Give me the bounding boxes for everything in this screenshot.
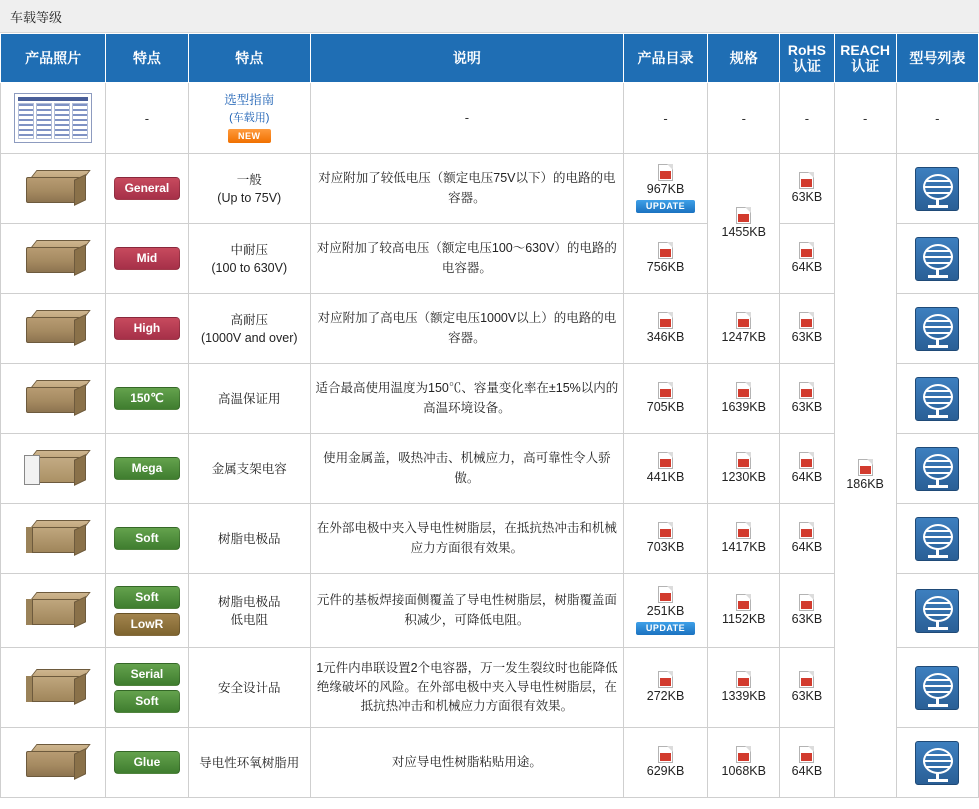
chip-resin-electrode <box>26 527 33 553</box>
file-size: 63KB <box>791 399 823 414</box>
cell-description: 适合最高使用温度为150℃、容量变化率在±15%以内的高温环境设备。 <box>310 364 623 434</box>
table-row <box>1 574 979 648</box>
chip-body <box>26 676 80 702</box>
feature-text-line2: (Up to 75V) <box>217 190 282 205</box>
feature-badge: Mid <box>114 247 180 270</box>
cell-feature-1 <box>106 574 188 648</box>
cell-model-list <box>896 434 978 504</box>
cell-description <box>310 83 623 154</box>
header-rohs-line1: RoHS <box>787 42 826 58</box>
rohs-pdf-link[interactable] <box>792 452 823 486</box>
cell-rohs <box>780 574 834 648</box>
file-size: 1068KB <box>721 763 766 778</box>
globe-shape <box>923 244 953 270</box>
feature-badge: Soft <box>114 527 180 550</box>
chip-resin-electrode <box>26 676 33 702</box>
stand-base <box>928 205 948 208</box>
chip-capacitor-image <box>20 517 86 561</box>
empty-dash: - <box>862 110 868 126</box>
rohs-pdf-link[interactable] <box>792 671 823 705</box>
model-list-icon[interactable] <box>915 237 959 281</box>
cell-model-list <box>896 574 978 648</box>
file-size: 1152KB <box>721 611 766 626</box>
globe-shape <box>923 748 953 774</box>
cell-spec <box>708 728 780 798</box>
globe-shape <box>923 524 953 550</box>
chip-side-face <box>74 524 86 556</box>
thumbnail-column <box>72 103 88 139</box>
feature-badge: Serial <box>114 663 180 686</box>
header-feature-2: 特点 <box>188 34 310 83</box>
cell-description: 在外部电极中夹入导电性树脂层，在抵抗热冲击和机械应力方面很有效果。 <box>310 504 623 574</box>
page-title: 车载等级 <box>10 9 63 25</box>
chip-body <box>26 751 80 777</box>
feature-badge: General <box>114 177 180 200</box>
cell-catalog <box>623 154 707 224</box>
file-size: 629KB <box>646 763 685 778</box>
chip-capacitor-image <box>20 237 86 281</box>
thumbnail-columns <box>18 103 88 139</box>
cell-product-photo <box>1 224 106 294</box>
cell-rohs <box>780 83 834 154</box>
cell-model-list <box>896 224 978 294</box>
cell-product-photo <box>1 434 106 504</box>
model-list-icon[interactable] <box>915 666 959 710</box>
cell-catalog <box>623 364 707 434</box>
chip-side-face <box>74 596 86 628</box>
cell-feature-1 <box>106 224 188 294</box>
catalog-pdf-link[interactable] <box>647 746 685 780</box>
selection-guide-thumbnail-image <box>14 93 92 143</box>
file-size: 63KB <box>791 329 823 344</box>
pdf-icon <box>799 746 814 763</box>
cell-model-list <box>896 83 978 154</box>
spec-pdf-link[interactable] <box>722 312 766 346</box>
cell-feature-2 <box>188 224 310 294</box>
cell-product-photo <box>1 648 106 728</box>
cell-catalog <box>623 574 707 648</box>
header-model-list: 型号列表 <box>896 34 978 83</box>
cell-feature-2 <box>188 83 310 154</box>
table-row <box>1 504 979 574</box>
feature-text-line1: 高耐压 <box>230 312 268 327</box>
pdf-icon <box>658 746 673 763</box>
cell-description: 使用金属盖，吸热冲击、机械应力，高可靠性令人骄傲。 <box>310 434 623 504</box>
cell-feature-2 <box>188 154 310 224</box>
model-list-icon[interactable] <box>915 307 959 351</box>
table-row <box>1 434 979 504</box>
pdf-icon <box>736 522 751 539</box>
product-table <box>0 33 979 798</box>
cell-feature-2 <box>188 364 310 434</box>
chip-body <box>26 317 80 343</box>
stand-base <box>928 779 948 782</box>
stand-base <box>928 704 948 707</box>
selection-guide-title: 选型指南 <box>224 93 275 108</box>
reach-pdf-link[interactable] <box>846 459 884 493</box>
catalog-pdf-link[interactable] <box>647 671 685 705</box>
chip-capacitor-image <box>20 741 86 785</box>
pdf-icon <box>736 312 751 329</box>
cell-rohs <box>780 648 834 728</box>
cell-model-list <box>896 364 978 434</box>
pdf-icon <box>658 586 673 603</box>
chip-body <box>26 527 80 553</box>
chip-capacitor-image <box>20 589 86 633</box>
cell-product-photo <box>1 364 106 434</box>
cell-product-photo <box>1 728 106 798</box>
pdf-icon <box>658 382 673 399</box>
pdf-icon <box>799 312 814 329</box>
catalog-pdf-link[interactable] <box>647 522 685 556</box>
pdf-icon <box>658 242 673 259</box>
chip-side-face <box>74 454 86 486</box>
feature-text-line1: 一般 <box>236 172 262 187</box>
feature-text-line1: 树脂电极品 <box>217 594 281 609</box>
feature-text-line1: 金属支架电容 <box>211 461 287 476</box>
pdf-icon <box>799 452 814 469</box>
cell-description: 元件的基板焊接面侧覆盖了导电性树脂层，树脂覆盖面积减少，可降低电阻。 <box>310 574 623 648</box>
globe-shape <box>923 673 953 699</box>
globe-shape <box>923 174 953 200</box>
cell-product-photo <box>1 154 106 224</box>
file-size: 64KB <box>791 259 823 274</box>
cell-feature-1 <box>106 728 188 798</box>
chip-capacitor-image <box>20 377 86 421</box>
table-row <box>1 224 979 294</box>
cell-product-photo <box>1 294 106 364</box>
feature-badge-secondary: Soft <box>114 690 180 713</box>
thumbnail-column <box>36 103 52 139</box>
header-reach-line1: REACH <box>840 42 890 58</box>
chip-side-face <box>74 244 86 276</box>
header-spec: 规格 <box>708 34 780 83</box>
header-reach <box>834 34 896 83</box>
cell-model-list <box>896 648 978 728</box>
chip-body <box>26 177 80 203</box>
feature-badge: High <box>114 317 180 340</box>
metal-bracket <box>24 455 40 485</box>
pdf-icon <box>736 746 751 763</box>
pdf-icon <box>736 594 751 611</box>
table-row <box>1 648 979 728</box>
cell-feature-1 <box>106 504 188 574</box>
feature-text-line2: (100 to 630V) <box>211 260 288 275</box>
table-header-row <box>1 34 979 83</box>
cell-description: 对应导电性树脂粘贴用途。 <box>310 728 623 798</box>
cell-spec <box>708 83 780 154</box>
pdf-icon <box>736 382 751 399</box>
feature-text-line2: 低电阻 <box>230 612 268 627</box>
cell-rohs <box>780 154 834 224</box>
file-size: 1230KB <box>721 469 766 484</box>
stand-base <box>928 485 948 488</box>
pdf-icon <box>658 452 673 469</box>
empty-dash: - <box>144 110 150 126</box>
cell-rohs <box>780 294 834 364</box>
cell-spec <box>708 434 780 504</box>
feature-text-line1: 中耐压 <box>230 242 268 257</box>
cell-product-photo <box>1 83 106 154</box>
cell-feature-1 <box>106 294 188 364</box>
file-size: 1247KB <box>721 329 766 344</box>
cell-feature-2 <box>188 574 310 648</box>
cell-feature-1 <box>106 364 188 434</box>
empty-dash: - <box>741 110 746 126</box>
chip-capacitor-image <box>20 666 86 710</box>
feature-badge: Glue <box>114 751 180 774</box>
rohs-pdf-link[interactable] <box>792 594 823 628</box>
chip-capacitor-image <box>20 447 86 491</box>
chip-side-face <box>74 174 86 206</box>
pdf-icon <box>799 671 814 688</box>
cell-rohs <box>780 224 834 294</box>
spec-pdf-link[interactable] <box>722 207 766 241</box>
update-badge: UPDATE <box>636 622 695 635</box>
pdf-icon <box>799 594 814 611</box>
table-row <box>1 154 979 224</box>
chip-capacitor-image <box>20 167 86 211</box>
feature-badge: Mega <box>114 457 180 480</box>
cell-feature-1 <box>106 648 188 728</box>
table-row <box>1 364 979 434</box>
pdf-icon <box>658 671 673 688</box>
cell-feature-2 <box>188 648 310 728</box>
stand-base <box>928 627 948 630</box>
rohs-pdf-link[interactable] <box>792 172 823 206</box>
stand-base <box>928 345 948 348</box>
cell-catalog <box>623 648 707 728</box>
cell-feature-1 <box>106 434 188 504</box>
feature-text-line2: (1000V and over) <box>200 330 298 345</box>
cell-catalog <box>623 728 707 798</box>
file-size: 251KB <box>646 604 685 619</box>
cell-description: 对应附加了较高电压（额定电压100～630V）的电路的电容器。 <box>310 224 623 294</box>
cell-spec <box>708 648 780 728</box>
cell-rohs <box>780 434 834 504</box>
cell-reach <box>834 154 896 798</box>
cell-product-photo <box>1 574 106 648</box>
cell-catalog <box>623 504 707 574</box>
header-product-photo: 产品照片 <box>1 34 106 83</box>
rohs-pdf-link[interactable] <box>792 746 823 780</box>
file-size: 272KB <box>646 688 685 703</box>
cell-catalog <box>623 434 707 504</box>
selection-guide-link[interactable] <box>224 93 274 142</box>
catalog-pdf-link[interactable] <box>636 164 695 213</box>
cell-description: 对应附加了较低电压（额定电压75V以下）的电路的电容器。 <box>310 154 623 224</box>
cell-product-photo <box>1 504 106 574</box>
file-size: 186KB <box>846 476 884 491</box>
pdf-icon <box>736 207 751 224</box>
header-reach-line2: 认证 <box>851 58 880 75</box>
header-description: 说明 <box>310 34 623 83</box>
catalog-pdf-link[interactable] <box>636 586 695 635</box>
pdf-icon <box>658 164 673 181</box>
globe-shape <box>923 454 953 480</box>
file-size: 63KB <box>791 611 823 626</box>
table-row <box>1 728 979 798</box>
chip-capacitor-image <box>20 307 86 351</box>
header-catalog: 产品目录 <box>623 34 707 83</box>
pdf-icon <box>799 382 814 399</box>
cell-description: 对应附加了高电压（额定电压1000V以上）的电路的电容器。 <box>310 294 623 364</box>
catalog-pdf-link[interactable] <box>647 452 685 486</box>
pdf-icon <box>858 459 873 476</box>
chip-side-face <box>74 748 86 780</box>
cell-spec <box>708 294 780 364</box>
file-size: 346KB <box>646 329 685 344</box>
rohs-pdf-link[interactable] <box>792 312 823 346</box>
feature-text-line1: 安全设计品 <box>217 680 281 695</box>
pdf-icon <box>799 522 814 539</box>
file-size: 441KB <box>646 469 685 484</box>
feature-text-line1: 树脂电极品 <box>217 531 281 546</box>
feature-badge: Soft <box>114 586 180 609</box>
cell-spec <box>708 364 780 434</box>
model-list-icon[interactable] <box>915 589 959 633</box>
file-size: 967KB <box>646 182 685 197</box>
page-header <box>0 0 979 33</box>
file-size: 64KB <box>791 539 823 554</box>
pdf-icon <box>658 312 673 329</box>
cell-spec <box>708 504 780 574</box>
cell-catalog <box>623 294 707 364</box>
chip-body <box>26 387 80 413</box>
file-size: 1639KB <box>721 399 766 414</box>
chip-side-face <box>74 314 86 346</box>
pdf-icon <box>736 452 751 469</box>
cell-spec <box>708 154 780 294</box>
empty-dash: - <box>935 110 940 126</box>
cell-feature-2 <box>188 728 310 798</box>
chip-side-face <box>74 673 86 705</box>
file-size: 1417KB <box>721 539 766 554</box>
chip-resin-electrode <box>26 599 33 625</box>
pdf-icon <box>799 172 814 189</box>
model-list-icon[interactable] <box>915 741 959 785</box>
cell-feature-2 <box>188 504 310 574</box>
cell-rohs <box>780 504 834 574</box>
model-list-icon[interactable] <box>915 447 959 491</box>
stand-base <box>928 275 948 278</box>
rohs-pdf-link[interactable] <box>792 382 823 416</box>
spec-pdf-link[interactable] <box>722 522 766 556</box>
empty-dash: - <box>464 110 470 125</box>
model-list-icon[interactable] <box>915 517 959 561</box>
chip-body <box>26 247 80 273</box>
model-list-icon[interactable] <box>915 167 959 211</box>
new-badge: NEW <box>228 129 271 143</box>
cell-feature-1 <box>106 154 188 224</box>
stand-base <box>928 415 948 418</box>
rohs-pdf-link[interactable] <box>792 242 823 276</box>
catalog-pdf-link[interactable] <box>647 312 685 346</box>
pdf-icon <box>799 242 814 259</box>
file-size: 64KB <box>791 469 823 484</box>
pdf-icon <box>736 671 751 688</box>
file-size: 64KB <box>791 763 823 778</box>
rohs-pdf-link[interactable] <box>792 522 823 556</box>
cell-feature-2 <box>188 434 310 504</box>
cell-feature-1 <box>106 83 188 154</box>
chip-side-face <box>74 384 86 416</box>
spec-pdf-link[interactable] <box>722 746 766 780</box>
feature-badge-secondary: LowR <box>114 613 180 636</box>
globe-shape <box>923 384 953 410</box>
header-rohs-line2: 认证 <box>792 58 821 75</box>
model-list-icon[interactable] <box>915 377 959 421</box>
globe-shape <box>923 314 953 340</box>
catalog-pdf-link[interactable] <box>647 242 685 276</box>
header-feature-1: 特点 <box>106 34 188 83</box>
cell-rohs <box>780 364 834 434</box>
cell-model-list <box>896 154 978 224</box>
spec-pdf-link[interactable] <box>722 452 766 486</box>
pdf-icon <box>658 522 673 539</box>
thumbnail-column <box>18 103 34 139</box>
file-size: 1455KB <box>721 224 766 239</box>
catalog-pdf-link[interactable] <box>647 382 685 416</box>
thumbnail-column <box>54 103 70 139</box>
globe-shape <box>923 596 953 622</box>
selection-guide-subtitle: (车载用) <box>229 112 270 125</box>
spec-pdf-link[interactable] <box>722 671 766 705</box>
empty-dash: - <box>804 110 810 126</box>
empty-dash: - <box>663 110 668 126</box>
cell-spec <box>708 574 780 648</box>
file-size: 63KB <box>791 189 823 204</box>
chip-body <box>26 599 80 625</box>
file-size: 756KB <box>646 259 685 274</box>
cell-rohs <box>780 728 834 798</box>
file-size: 1339KB <box>721 688 766 703</box>
cell-feature-2 <box>188 294 310 364</box>
cell-model-list <box>896 294 978 364</box>
header-rohs <box>780 34 834 83</box>
table-row <box>1 83 979 154</box>
spec-pdf-link[interactable] <box>722 382 766 416</box>
cell-catalog <box>623 224 707 294</box>
file-size: 703KB <box>646 539 685 554</box>
feature-text-line1: 高温保证用 <box>217 391 281 406</box>
cell-model-list <box>896 728 978 798</box>
file-size: 705KB <box>646 399 685 414</box>
cell-catalog <box>623 83 707 154</box>
feature-text-line1: 导电性环氧树脂用 <box>199 755 300 770</box>
update-badge: UPDATE <box>636 200 695 213</box>
table-row <box>1 294 979 364</box>
cell-description: 1元件内串联设置2个电容器，万一发生裂纹时也能降低绝缘破坏的风险。在外部电极中夹入导电性树脂层，在抵抗热冲击和机械应力方面很有效果。 <box>310 648 623 728</box>
spec-pdf-link[interactable] <box>722 594 766 628</box>
thumbnail-title-bar <box>18 97 88 101</box>
cell-reach <box>834 83 896 154</box>
cell-model-list <box>896 504 978 574</box>
stand-base <box>928 555 948 558</box>
file-size: 63KB <box>791 688 823 703</box>
feature-badge: 150℃ <box>114 387 180 410</box>
